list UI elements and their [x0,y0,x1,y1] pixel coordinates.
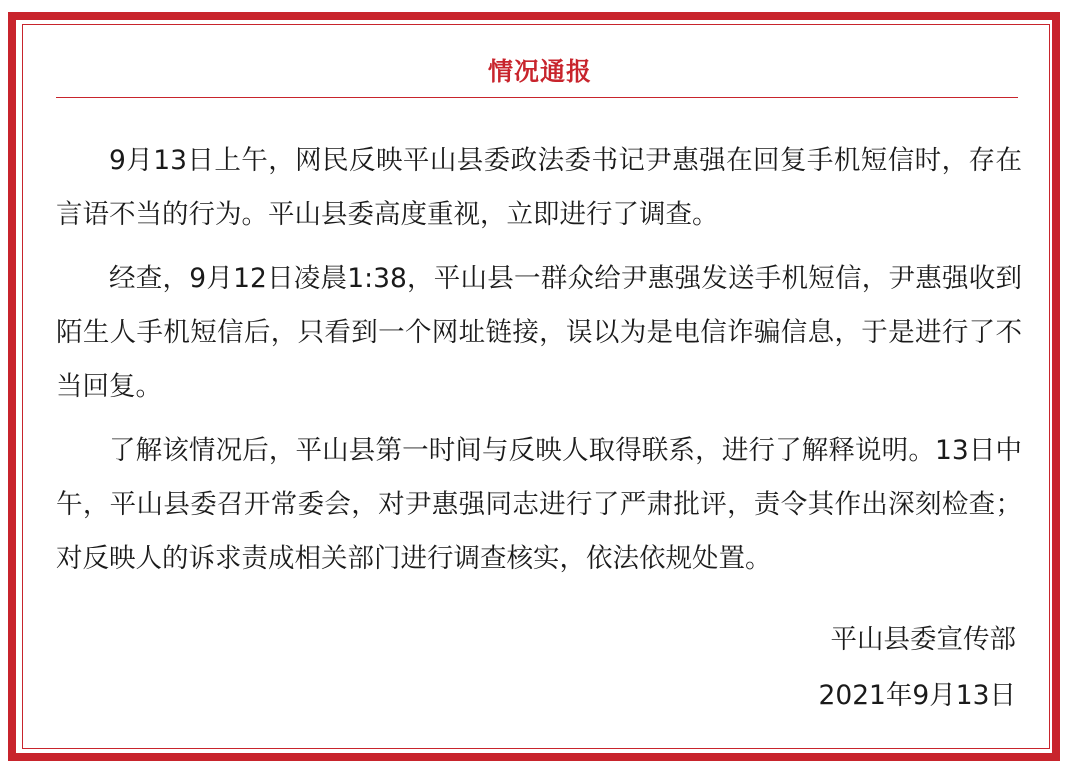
notice-body [56,134,1022,596]
paragraph-1: 9月13日上午，网民反映平山县委政法委书记尹惠强在回复手机短信时，存在言语不当的行为。平山县委高度重视，立即进行了调查。 [56,145,1022,230]
paragraph-2: 经查，9月12日凌晨1:38，平山县一群众给尹惠强发送手机短信，尹惠强收到陌生人手机短信后，只看到一个网址链接，误以为是电信诈骗信息，于是进行了不当回复。 [56,263,1022,402]
paragraph-3: 了解该情况后，平山县第一时间与反映人取得联系，进行了解释说明。13日中午，平山县委召开常委会，对尹惠强同志进行了严肃批评，责令其作出深刻检查；对反映人的诉求责成相关部门进行调查核实，依法依规处置。 [56,435,1022,574]
signature-block [818,612,1016,724]
issue-date: 2021年9月13日 [818,680,1016,711]
notice-title: 情况通报 [487,57,592,86]
issuer-name: 平山县委宣传部 [830,624,1016,655]
title-divider [56,97,1018,98]
